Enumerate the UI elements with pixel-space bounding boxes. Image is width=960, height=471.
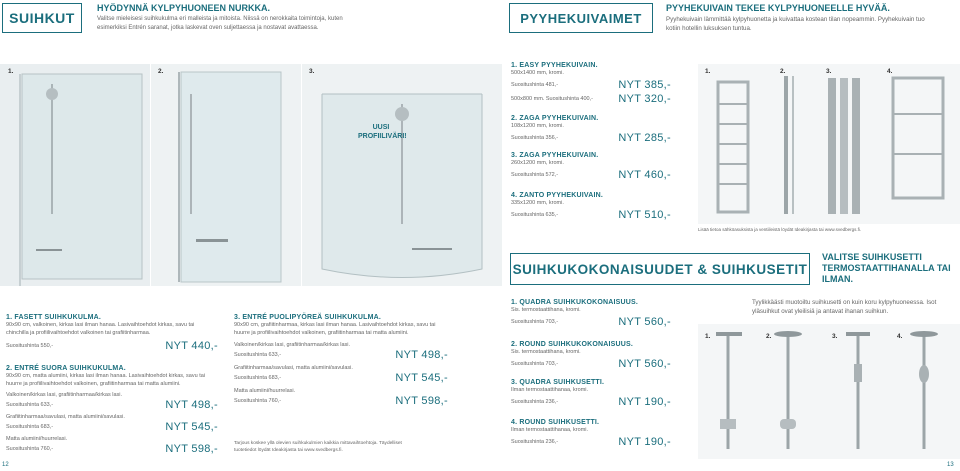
corner-item-desc: Suositushinta 683,- <box>234 375 282 381</box>
shower-label-3: 3. <box>309 68 315 75</box>
shower-photo-2 <box>151 64 301 286</box>
corner-item-desc: Grafiitinharmaa/savulasi, matta alumiini/savulasi. <box>234 365 353 371</box>
towel-item-desc: Suositushinta 356,- <box>511 135 559 141</box>
set-item <box>511 379 671 419</box>
suihku-heading: VALITSE SUIHKUSETTI TERMOSTAATTIHANALLA TAI ILMAN. <box>822 252 951 284</box>
towel-item-desc: 335x1200 mm, kromi. <box>511 200 564 206</box>
page-number-left: 12 <box>2 462 9 468</box>
towel-item-title: 4. ZANTO PYYHEKUIVAIN. <box>511 192 604 199</box>
section-intro: Valitse mieleisesi suihkukulma eri malleista ja mitoista. Niissä on nerokkaita toimintoja, kuten esimerkiksi Entrén saranat, jotka laskevat oven suljettaessa ja nostavat avattaessa. <box>97 16 343 31</box>
towel-item <box>511 115 671 152</box>
corner-item-desc: Suositushinta 633,- <box>234 352 282 358</box>
towel-label-4: 4. <box>887 68 893 75</box>
towel-item-title: 2. ZAGA PYYHEKUIVAIN. <box>511 115 599 122</box>
set-item-title: 4. ROUND SUIHKUSETTI. <box>511 419 600 426</box>
set-label-1: 1. <box>705 333 711 340</box>
set-item-desc: Sis. termostaattihana, kromi. <box>511 307 581 313</box>
shower-set-list <box>511 299 671 459</box>
corner-item-desc: Suositushinta 760,- <box>234 398 282 404</box>
corner-item-price: NYT 598,- <box>395 395 448 407</box>
corner-item-desc: Grafiitinharmaa/savulasi, matta alumiini/savulasi. <box>6 414 125 420</box>
set-item-price: NYT 190,- <box>618 396 671 408</box>
towel-item-desc: 500x800 mm. Suositushinta 400,- <box>511 96 593 102</box>
corner-item-desc: Valkoinen/kirkas lasi, grafiitinharmaa/kirkas lasi. <box>6 392 123 398</box>
set-item-desc: Suositushinta 703,- <box>511 319 559 325</box>
section-tag-pyyhekuivaimet: PYYHEKUIVAIMET <box>509 3 653 33</box>
set-item-desc: Ilman termostaattihanaa, kromi. <box>511 427 589 433</box>
corner-item-desc: 90x90 cm, grafiitinharmaa, kirkas lasi ilman hanaa. Lasivaihtoehdot kirkas, savu tai huurre ja profiilivaihtoehdot valkoinen, grafiitinharmaa tai matta alumiini. <box>234 322 436 336</box>
set-item-desc: Suositushinta 236,- <box>511 399 559 405</box>
towel-item-price: NYT 510,- <box>618 209 671 221</box>
page-number-right: 13 <box>947 462 954 468</box>
corner-item-price: NYT 545,- <box>165 421 218 433</box>
corner-item-desc: Matta alumiini/huurrelasi. <box>234 388 296 394</box>
shower-glass-illustration-2 <box>151 64 301 286</box>
corner-item-title: 2. ENTRÉ SUORA SUIHKUKULMA. <box>6 365 126 372</box>
corner-item-desc: Valkoinen/kirkas lasi, grafiitinharmaa/kirkas lasi. <box>234 342 351 348</box>
towel-item-price: NYT 320,- <box>618 93 671 105</box>
towel-item-price: NYT 285,- <box>618 132 671 144</box>
towel-item-desc: 260x1200 mm, kromi. <box>511 160 564 166</box>
set-item-desc: Suositushinta 236,- <box>511 439 559 445</box>
shower-corner-list-1 <box>6 314 218 455</box>
towel-item-desc: Suositushinta 572,- <box>511 172 559 178</box>
towel-item-desc: 108x1200 mm, kromi. <box>511 123 564 129</box>
corner-item-desc: Suositushinta 683,- <box>6 424 54 430</box>
towel-intro: Pyyhekuivain lämmittää kylpyhuonetta ja kuivattaa kostean tilan nopeammin. Pyyhekuivain tuo kotiin hotellin luksuksen tuntua. <box>666 16 925 32</box>
shower-set-illustration <box>698 324 960 459</box>
towel-item-desc: 500x1400 mm, kromi. <box>511 70 564 76</box>
corner-item <box>6 365 218 455</box>
towel-label-3: 3. <box>826 68 832 75</box>
towel-item-price: NYT 460,- <box>618 169 671 181</box>
shower-label-2: 2. <box>158 68 164 75</box>
set-item-price: NYT 560,- <box>618 316 671 328</box>
corner-item-title: 3. ENTRÉ PUOLIPYÖREÄ SUIHKUKULMA. <box>234 314 381 321</box>
new-color-badge: UUSI PROFIILIVÄRI! <box>358 124 407 140</box>
corner-item-desc: Suositushinta 550,- <box>6 343 54 349</box>
towel-note: Lisää tietoa sähköasuksista ja ventiileistä löydät Ideakirjasta tai www.svedbergs.fi. <box>698 227 862 232</box>
shower-glass-illustration-3 <box>302 64 502 286</box>
corner-item-desc: Suositushinta 760,- <box>6 446 54 452</box>
towel-item-list <box>511 62 671 229</box>
set-item-price: NYT 190,- <box>618 436 671 448</box>
towel-rail-illustration <box>698 64 960 224</box>
shower-photo-3 <box>302 64 502 286</box>
towel-rail-photo <box>698 64 960 224</box>
corner-item-price: NYT 545,- <box>395 372 448 384</box>
towel-item-title: 3. ZAGA PYYHEKUIVAIN. <box>511 152 599 159</box>
shower-photo-1 <box>0 64 150 286</box>
corner-item-title: 1. FASETT SUIHKUKULMA. <box>6 314 102 321</box>
shower-glass-illustration <box>0 64 150 286</box>
set-item-title: 2. ROUND SUIHKUKOKONAISUUS. <box>511 341 634 348</box>
towel-item <box>511 192 671 229</box>
set-intro: Tyylikkäästi muotoiltu suihkusetti on kuin koru kylpyhuoneessa. Isot yläsuihkut ovat yleilisiä ja antavat ihanan suihkun. <box>752 299 937 315</box>
corner-item-desc: 90x90 cm, matta alumiini, kirkas lasi ilman hanaa. Lasivaihtoehdot kirkas, savu tai huurre ja profiilivaihtoehdot valkoinen, grafiitinharmaa tai matta alumiini. <box>6 373 206 387</box>
corner-item-desc: Suositushinta 633,- <box>6 402 54 408</box>
corner-item-price: NYT 440,- <box>165 340 218 352</box>
set-label-3: 3. <box>832 333 838 340</box>
section-heading: HYÖDYNNÄ KYLPYHUONEEN NURKKA. <box>97 3 271 13</box>
towel-heading: PYYHEKUIVAIN TEKEE KYLPYHUONEELLE HYVÄÄ. <box>666 3 890 13</box>
corner-item <box>234 314 448 407</box>
shower-corner-list-2 <box>234 314 448 407</box>
set-item-desc: Suositushinta 703,- <box>511 361 559 367</box>
section-tag-suihkut: SUIHKUT <box>2 3 82 33</box>
shower-label-1: 1. <box>8 68 14 75</box>
set-item-desc: Ilman termostaattihanaa, kromi. <box>511 387 589 393</box>
corner-offer-note: Tarjous koskee yllä olevien suihkukulmien kaikkia mittavaihtoehtoja. Täydelliset tuotetiedot löydät Ideakirjasta tai www.svedbergs.fi. <box>234 441 402 453</box>
set-label-4: 4. <box>897 333 903 340</box>
set-label-2: 2. <box>766 333 772 340</box>
section-tag-suihkukokonaisuudet: SUIHKUKOKONAISUUDET & SUIHKUSETIT <box>510 253 810 285</box>
towel-item <box>511 152 671 192</box>
corner-item-desc: Matta alumiini/huurrelasi. <box>6 436 68 442</box>
set-item <box>511 419 671 459</box>
towel-item <box>511 62 671 115</box>
shower-set-photo <box>698 324 960 459</box>
towel-item-price: NYT 385,- <box>618 79 671 91</box>
towel-item-desc: Suositushinta 635,- <box>511 212 559 218</box>
set-item-title: 1. QUADRA SUIHKUKOKONAISUUS. <box>511 299 639 306</box>
set-item <box>511 341 671 379</box>
set-item-desc: Sis. termostaattihana, kromi. <box>511 349 581 355</box>
corner-item-price: NYT 498,- <box>165 399 218 411</box>
set-item-title: 3. QUADRA SUIHKUSETTI. <box>511 379 605 386</box>
towel-label-2: 2. <box>780 68 786 75</box>
corner-item-desc: 90x90 cm, valkoinen, kirkas lasi ilman hanaa. Lasivaihtoehdot kirkas, savu tai chinchilla ja profiilivaihtoehdot valkoinen tai grafiitinharmaa. <box>6 322 195 336</box>
set-item <box>511 299 671 341</box>
corner-item-price: NYT 598,- <box>165 443 218 455</box>
towel-item-title: 1. EASY PYYHEKUIVAIN. <box>511 62 598 69</box>
set-item-price: NYT 560,- <box>618 358 671 370</box>
corner-item-price: NYT 498,- <box>395 349 448 361</box>
corner-item <box>6 314 218 365</box>
towel-item-desc: Suositushinta 481,- <box>511 82 559 88</box>
towel-label-1: 1. <box>705 68 711 75</box>
